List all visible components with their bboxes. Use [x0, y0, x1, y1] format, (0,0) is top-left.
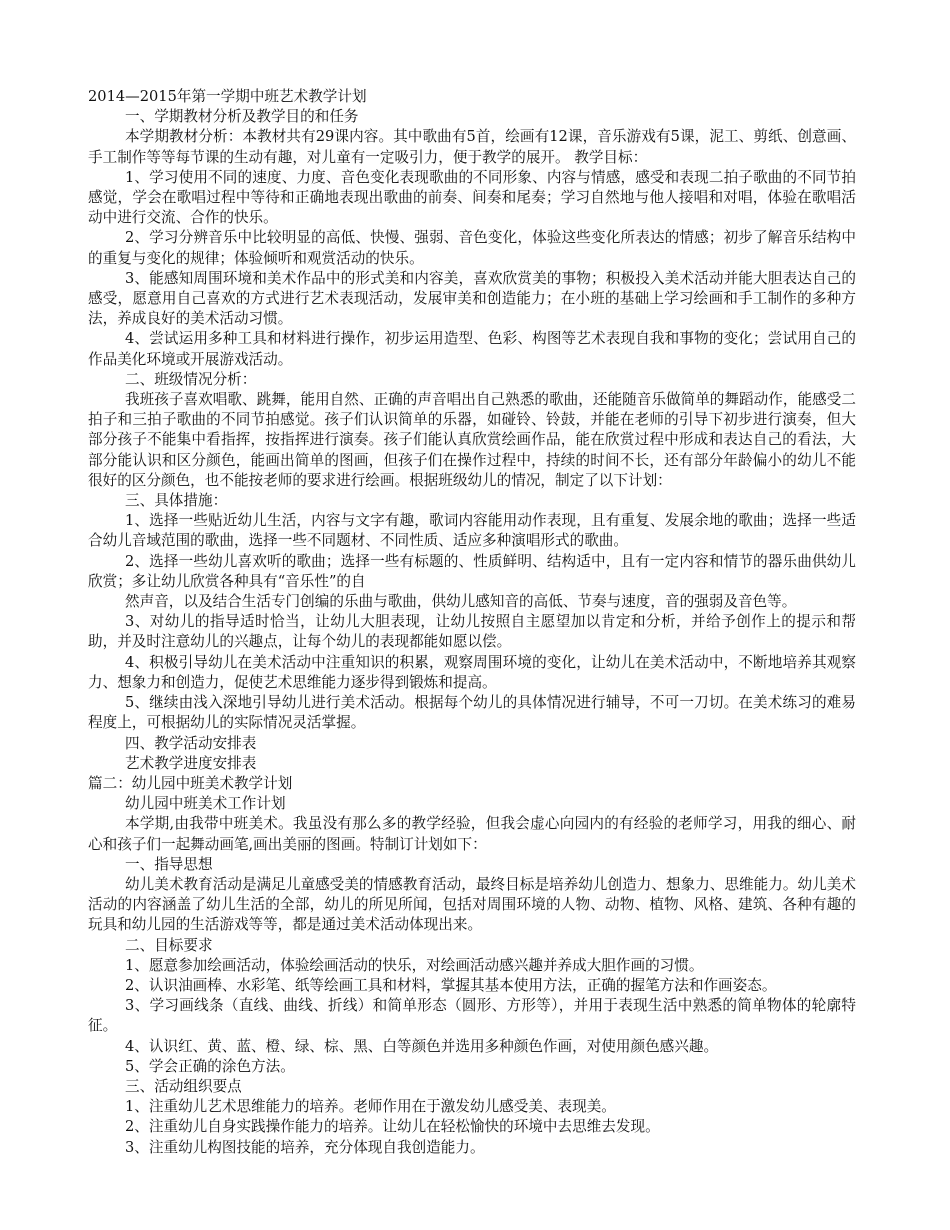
part-2-section-heading-1: 一、指导思想	[125, 855, 213, 873]
requirement-3: 3、学习画线条（直线、曲线、折线）和简单形态（圆形、方形等），并用于表现生活中熟悉的简单物体的轮廓特征。	[88, 997, 856, 1035]
section-heading-1: 一、学期教材分析及教学目的和任务	[125, 108, 359, 126]
measure-3: 3、对幼儿的指导适时恰当，让幼儿大胆表现，让幼儿按照自主愿望加以肯定和分析，并给予创作上的提示和帮助，并及时注意幼儿的兴趣点，让每个幼儿的表现都能如愿以偿。	[88, 613, 856, 651]
section-heading-4: 四、教学活动安排表	[125, 734, 257, 752]
part-2-section-heading-3: 三、活动组织要点	[125, 1077, 242, 1095]
measure-2-continued: 然声音，以及结合生活专门创编的乐曲与歌曲，供幼儿感知音的高低、节奏与速度，音的强弱及音色等。	[125, 593, 797, 611]
part-2-title: 篇二：幼儿园中班美术教学计划	[88, 774, 293, 792]
goal-2: 2、学习分辨音乐中比较明显的高低、快慢、强弱、音色变化，体验这些变化所表达的情感；初步了解音乐结构中的重复与变化的规律；体验倾听和观赏活动的快乐。	[88, 229, 856, 267]
schedule-table-title: 艺术教学进度安排表	[125, 754, 257, 772]
section-heading-3: 三、具体措施：	[125, 492, 228, 510]
document-title: 2014—2015年第一学期中班艺术教学计划	[88, 88, 367, 105]
measure-4: 4、积极引导幼儿在美术活动中注重知识的积累，观察周围环境的变化，让幼儿在美术活动中，不断地培养其观察力、想象力和创造力，促使艺术思维能力逐步得到锻炼和提高。	[88, 653, 856, 691]
part-2-section-heading-2: 二、目标要求	[125, 936, 213, 954]
goal-1: 1、学习使用不同的速度、力度、音色变化表现歌曲的不同形象、内容与情感，感受和表现二拍子歌曲的不同节拍感觉，学会在歌唱过程中等待和正确地表现出歌曲的前奏、间奏和尾奏；学习自然地与他人接唱和对唱，体验在歌唱活动中进行交流、合作的快乐。	[88, 168, 856, 227]
guiding-idea: 幼儿美术教育活动是满足儿童感受美的情感教育活动，最终目标是培养幼儿创造力、想象力、思维能力。幼儿美术活动的内容涵盖了幼儿生活的全部，幼儿的所见所闻，包括对周围环境的人物、动物、植物、风格、建筑、各种有趣的玩具和幼儿园的生活游戏等等，都是通过美术活动体现出来。	[88, 875, 856, 934]
textbook-analysis: 本学期教材分析：本教材共有29课内容。其中歌曲有5首，绘画有12课，音乐游戏有5课，泥工、剪纸、创意画、手工制作等等每节课的生动有趣，对儿童有一定吸引力，便于教学的展开。 教学目标：	[88, 128, 856, 166]
document-body	[88, 87, 856, 1158]
requirement-5: 5、学会正确的涂色方法。	[125, 1057, 295, 1075]
requirement-1: 1、愿意参加绘画活动，体验绘画活动的快乐，对绘画活动感兴趣并养成大胆作画的习惯。	[125, 956, 704, 974]
key-point-1: 1、注重幼儿艺术思维能力的培养。老师作用在于激发幼儿感受美、表现美。	[125, 1098, 616, 1116]
goal-4: 4、尝试运用多种工具和材料进行操作，初步运用造型、色彩、构图等艺术表现自我和事物的变化；尝试用自己的作品美化环境或开展游戏活动。	[88, 330, 856, 368]
part-2-intro: 本学期,由我带中班美术。我虽没有那么多的教学经验，但我会虚心向园内的有经验的老师学习，用我的细心、耐心和孩子们一起舞动画笔,画出美丽的图画。特制订计划如下：	[88, 815, 856, 853]
section-heading-2: 二、班级情况分析：	[125, 370, 257, 388]
key-point-3: 3、注重幼儿构图技能的培养，充分体现自我创造能力。	[125, 1138, 485, 1156]
measure-2: 2、选择一些幼儿喜欢听的歌曲；选择一些有标题的、性质鲜明、结构适中，且有一定内容和情节的器乐曲供幼儿欣赏；多让幼儿欣赏各种具有“音乐性”的自	[88, 552, 856, 590]
measure-5: 5、继续由浅入深地引导幼儿进行美术活动。根据每个幼儿的具体情况进行辅导，不可一刀切。在美术练习的难易程度上，可根据幼儿的实际情况灵活掌握。	[88, 694, 856, 732]
goal-3: 3、能感知周围环境和美术作品中的形式美和内容美，喜欢欣赏美的事物；积极投入美术活动并能大胆表达自己的感受，愿意用自己喜欢的方式进行艺术表现活动，发展审美和创造能力；在小班的基础上学习绘画和手工制作的多种方法，养成良好的美术活动习惯。	[88, 269, 856, 328]
key-point-2: 2、注重幼儿自身实践操作能力的培养。让幼儿在轻松愉快的环境中去思维去发现。	[125, 1118, 660, 1136]
class-analysis: 我班孩子喜欢唱歌、跳舞，能用自然、正确的声音唱出自己熟悉的歌曲，还能随音乐做简单的舞蹈动作，能感受二拍子和三拍子歌曲的不同节拍感觉。孩子们认识简单的乐器，如碰铃、铃鼓，并能在老师的引导下初步进行演奏，但大部分孩子不能集中看指挥，按指挥进行演奏。孩子们能认真欣赏绘画作品，能在欣赏过程中形成和表达自己的看法，大部分能认识和区分颜色，能画出简单的图画，但孩子们在操作过程中，持续的时间不长，还有部分年龄偏小的幼儿不能很好的区分颜色，也不能按老师的要求进行绘画。根据班级幼儿的情况，制定了以下计划：	[88, 391, 856, 489]
part-2-subtitle: 幼儿园中班美术工作计划	[125, 795, 286, 813]
requirement-4: 4、认识红、黄、蓝、橙、绿、棕、黑、白等颜色并选用多种颜色作画，对使用颜色感兴趣。	[125, 1037, 719, 1055]
requirement-2: 2、认识油画棒、水彩笔、纸等绘画工具和材料，掌握其基本使用方法，正确的握笔方法和作画姿态。	[125, 976, 777, 994]
measure-1: 1、选择一些贴近幼儿生活，内容与文字有趣，歌词内容能用动作表现，且有重复、发展余地的歌曲；选择一些适合幼儿音域范围的歌曲，选择一些不同题材、不同性质、适应多种演唱形式的歌曲。	[88, 512, 856, 550]
